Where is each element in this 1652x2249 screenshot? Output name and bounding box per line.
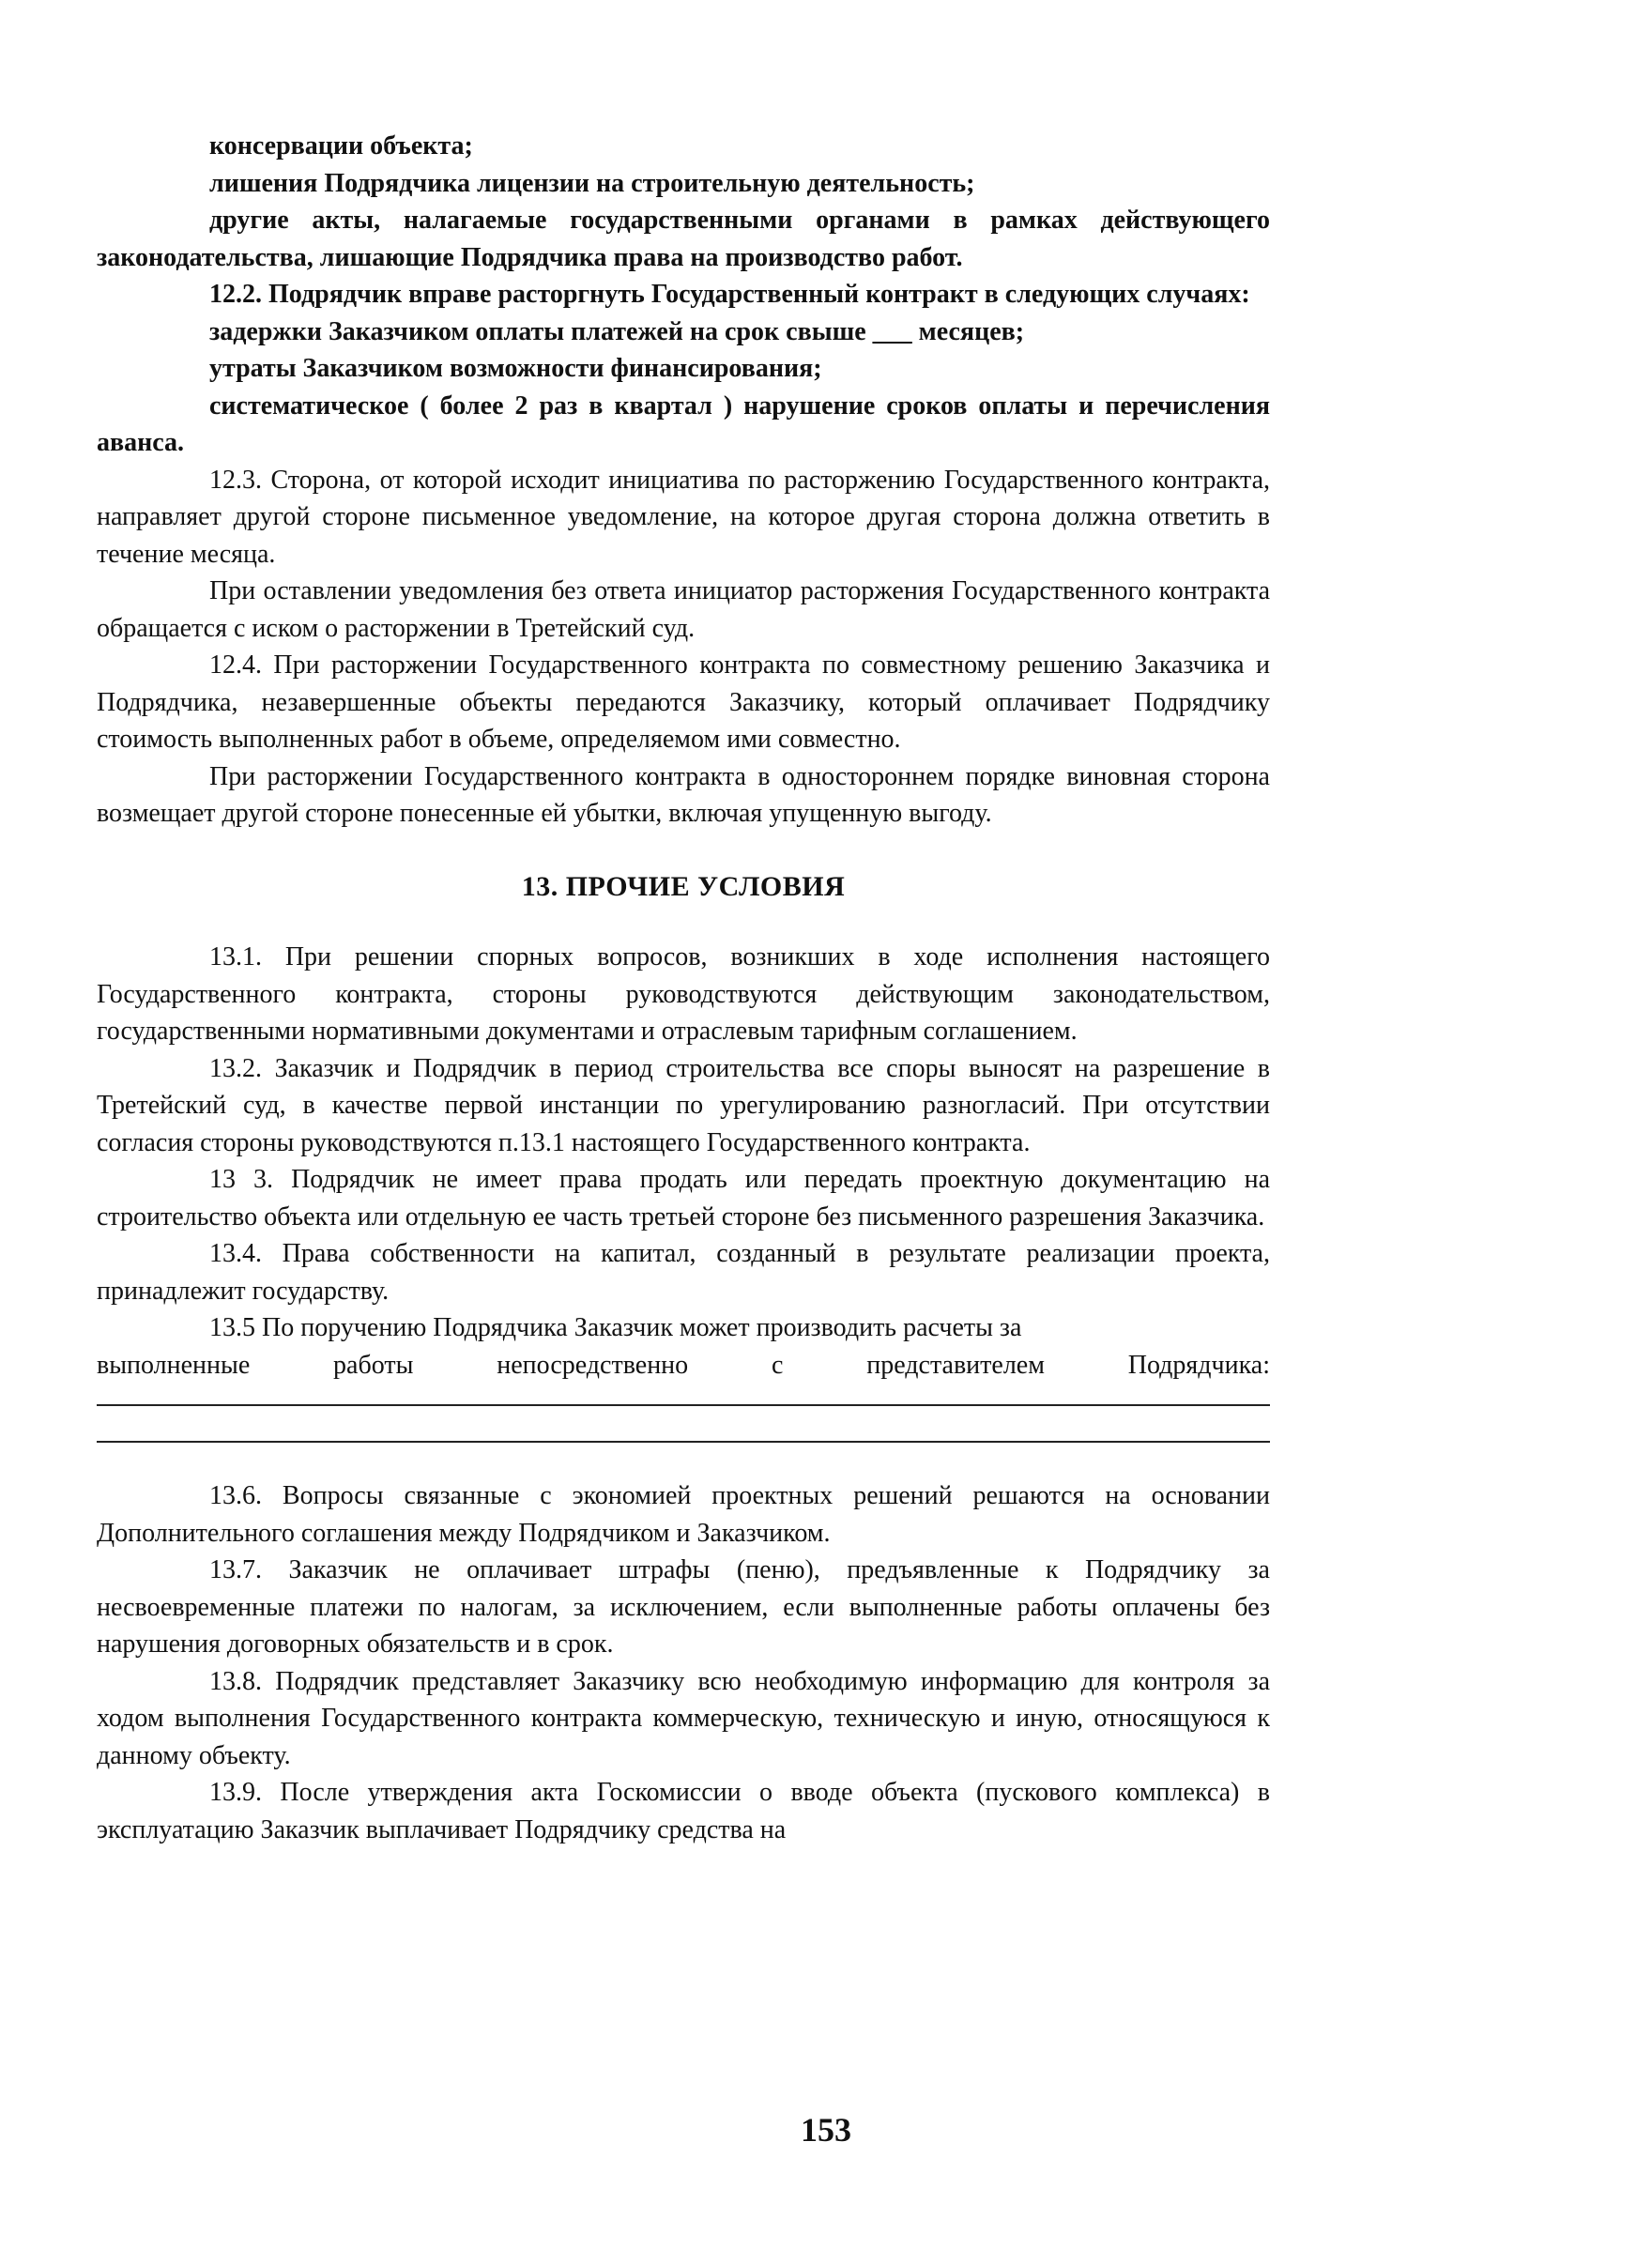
clause-13-5: 13.5 По поручению Подрядчика Заказчик может производить расчеты за [209, 1313, 1022, 1342]
clause-13-4: 13.4. Права собственности на капитал, созданный в результате реализации проекта, принадлежит государству. [97, 1239, 1270, 1306]
blank-fill-line [97, 1441, 1270, 1443]
list-item-other-acts: другие акты, налагаемые государственными органами в рамках действующего законодательства, лишающие Подрядчика права на производство работ. [97, 206, 1270, 272]
section-heading: 13. ПРОЧИЕ УСЛОВИЯ [521, 870, 846, 902]
list-item-license: лишения Подрядчика лицензии на строительную деятельность; [209, 168, 975, 198]
clause-12-3: 12.3. Сторона, от которой исходит инициатива по расторжению Государственного контракта, направляет другой стороне письменное уведомление, на которое другая сторона должна ответить в течение месяца. [97, 465, 1270, 569]
clause-12-4: 12.4. При расторжении Государственного контракта по совместному решению Заказчика и Подрядчика, незавершенные объекты передаются Заказчику, который оплачивает Подрядчику стоимость выполненных работ в объеме, определяемом ими совместно. [97, 650, 1270, 754]
clause-13-1: 13.1. При решении спорных вопросов, возникших в ходе исполнения настоящего Государственного контракта, стороны руководствуются действующим законодательством, государственными нормативными документами и отраслевым тарифным соглашением. [97, 942, 1270, 1046]
clause-12-2: 12.2. Подрядчик вправе расторгнуть Государственный контракт в следующих случаях: [209, 280, 1250, 309]
clause-13-3: 13 3. Подрядчик не имеет права продать или передать проектную документацию на строительство объекта или отдельную ее часть третьей стороне без письменного разрешения Заказчика. [97, 1165, 1270, 1232]
clause-13-8: 13.8. Подрядчик представляет Заказчику всю необходимую информацию для контроля за ходом выполнения Государственного контракта коммерческую, техническую и иную, относящуюся к данному объекту. [97, 1666, 1270, 1770]
clause-12-3-continuation: При оставлении уведомления без ответа инициатор расторжения Государственного контракта обращается с иском о расторжении в Третейский суд. [97, 576, 1270, 643]
clause-12-4-continuation: При расторжении Государственного контракта в одностороннем порядке виновная сторона возмещает другой стороне понесенные ей убытки, включая упущенную выгоду. [97, 761, 1270, 828]
list-item-payment-delay: задержки Заказчиком оплаты платежей на срок свыше ___ месяцев; [209, 316, 1025, 346]
list-item-financing-loss: утраты Заказчиком возможности финансирования; [209, 354, 822, 383]
page-number: 153 [801, 2111, 851, 2149]
clause-13-9: 13.9. После утверждения акта Госкомиссии о вводе объекта (пускового комплекса) в эксплуатацию Заказчик выплачивает Подрядчику средства на [97, 1778, 1270, 1844]
page-content [97, 128, 1270, 1848]
clause-13-5-continuation: выполненные работы непосредственно с представителем Подрядчика: [97, 1350, 1270, 1380]
clause-13-7: 13.7. Заказчик не оплачивает штрафы (пеню), предъявленные к Подрядчику за несвоевременные платежи по налогам, за исключением, если выполненные работы оплачены без нарушения договорных обязательств и в срок. [97, 1555, 1270, 1659]
clause-13-6: 13.6. Вопросы связанные с экономией проектных решений решаются на основании Дополнительного соглашения между Подрядчиком и Заказчиком. [97, 1481, 1270, 1548]
blank-fill-line [97, 1404, 1270, 1406]
clause-13-2: 13.2. Заказчик и Подрядчик в период строительства все споры выносят на разрешение в Третейский суд, в качестве первой инстанции по урегулированию разногласий. При отсутствии согласия стороны руководствуются п.13.1 настоящего Государственного контракта. [97, 1053, 1270, 1157]
list-item-conservation: консервации объекта; [209, 131, 473, 161]
list-item-systematic-violation: систематическое ( более 2 раз в квартал ) нарушение сроков оплаты и перечисления аванса. [97, 390, 1270, 457]
